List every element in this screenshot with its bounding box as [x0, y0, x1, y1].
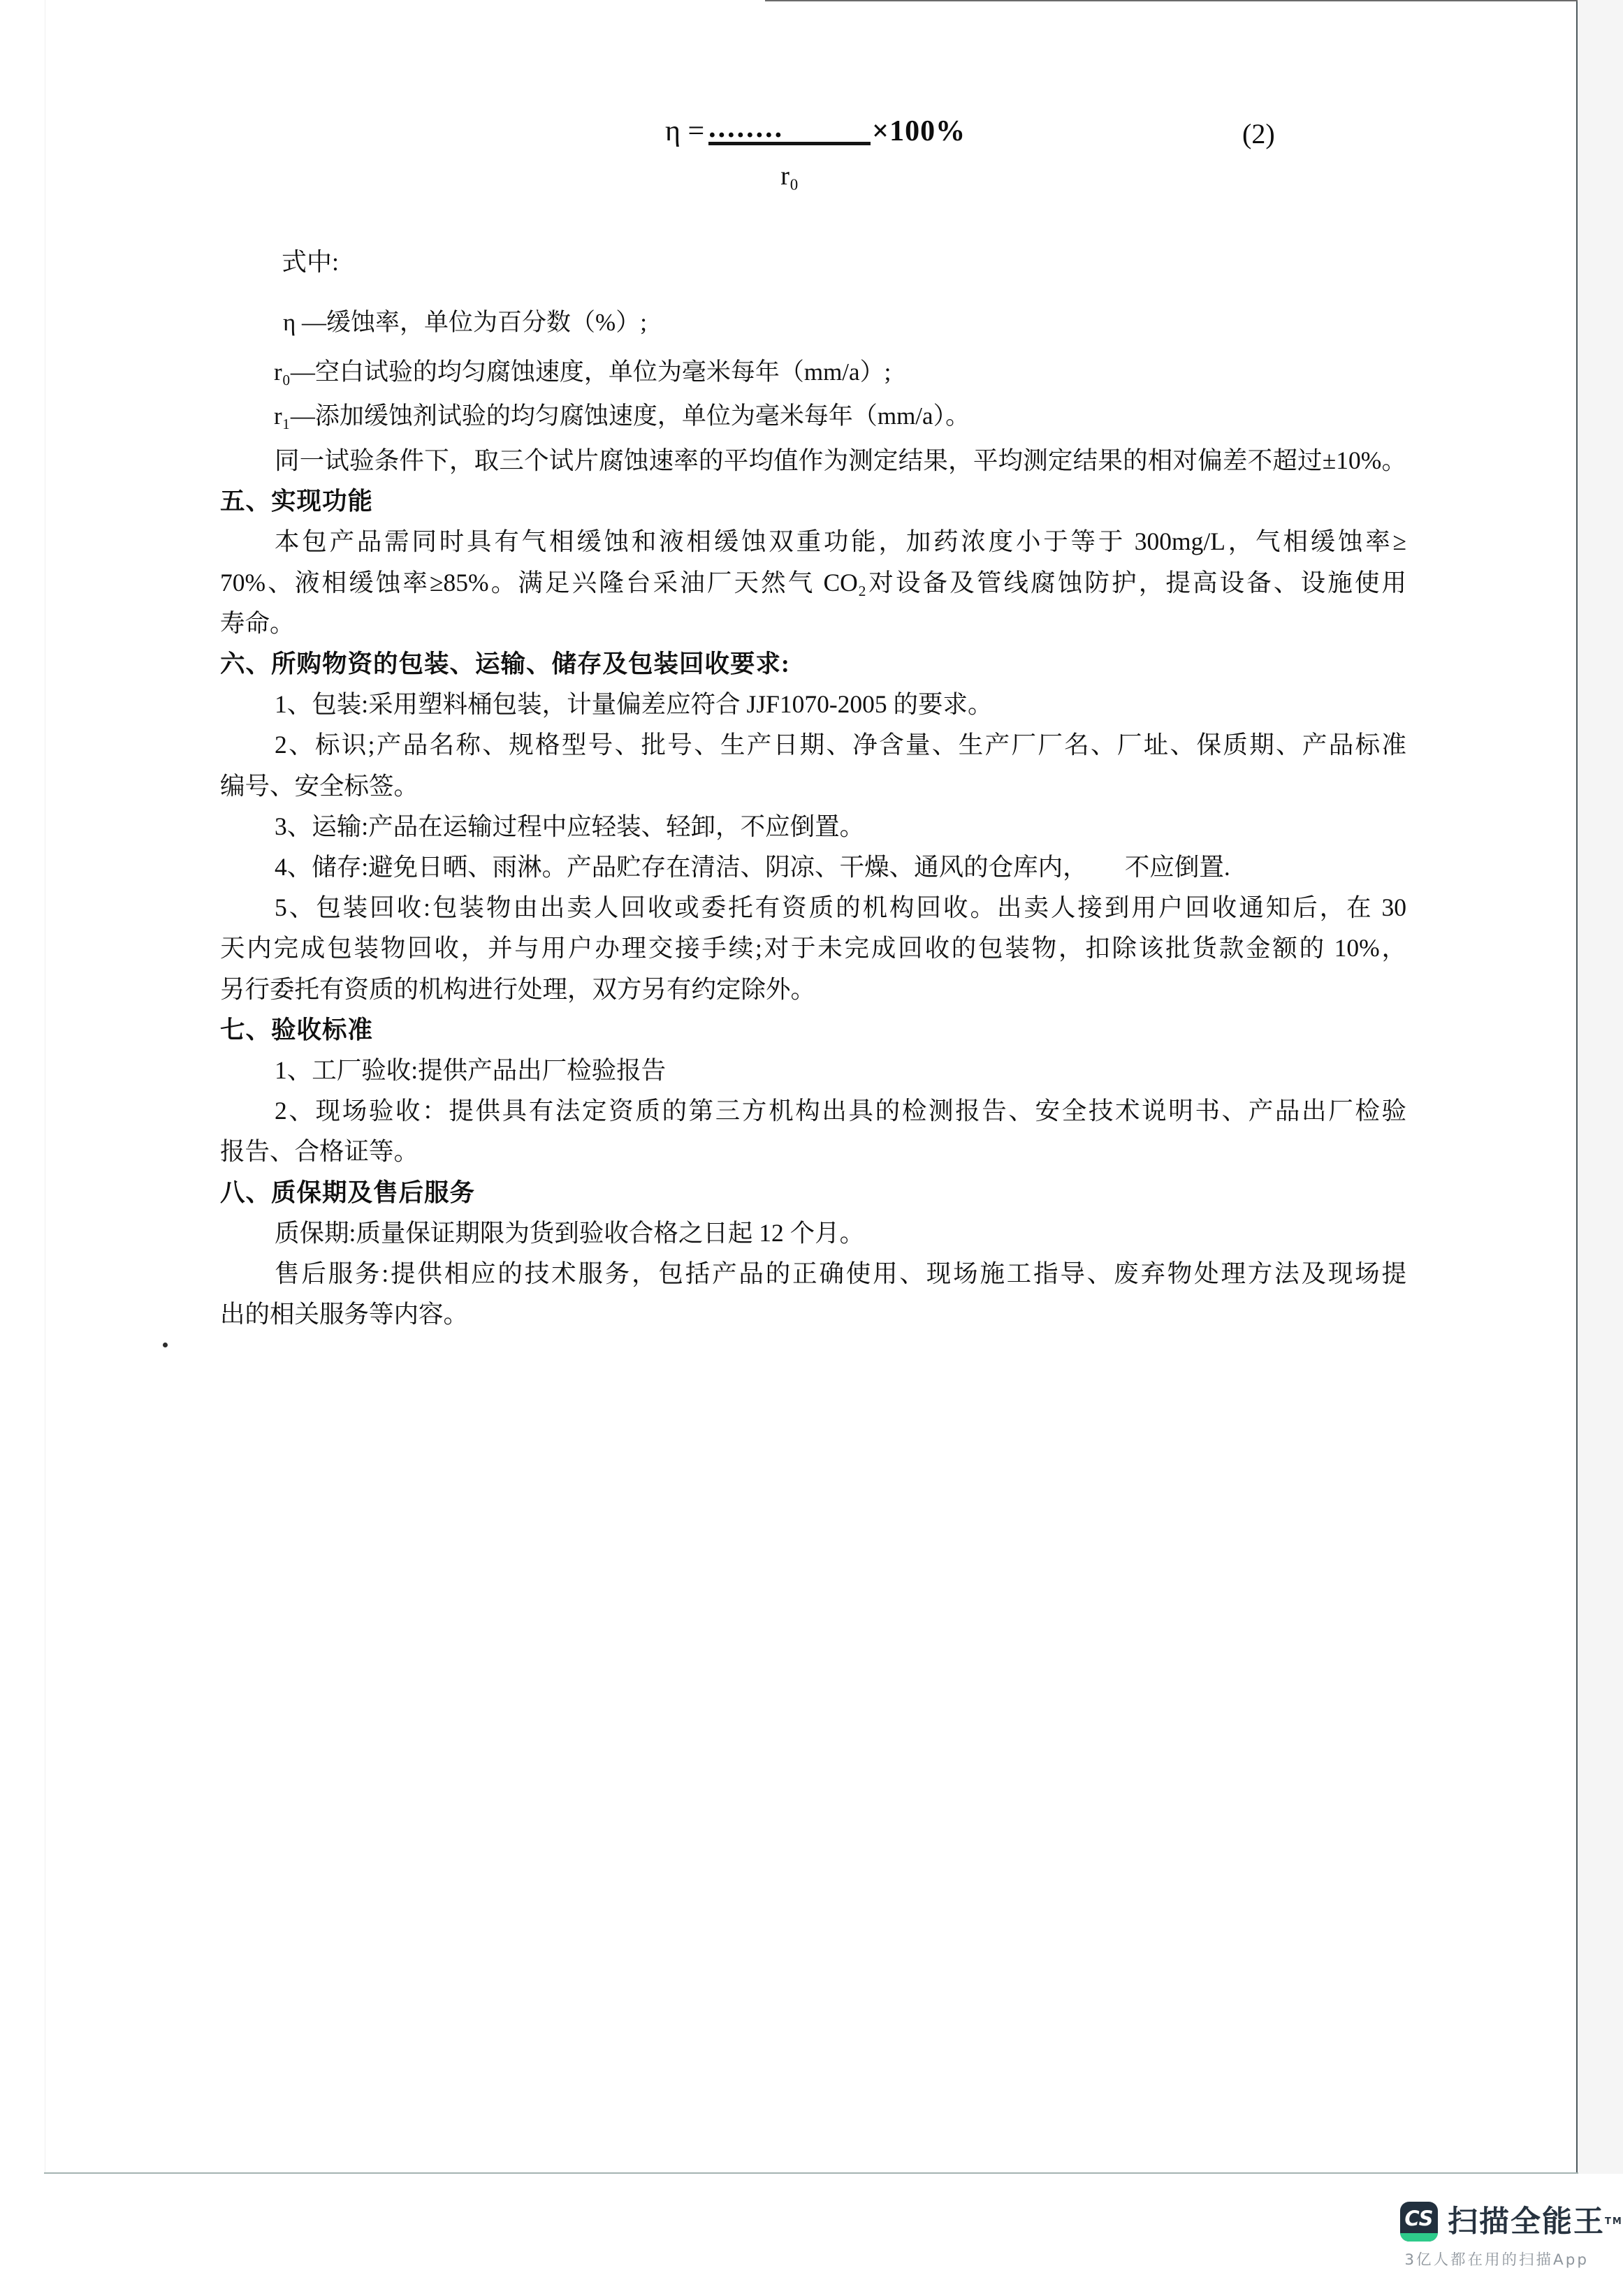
camscanner-watermark: [1400, 2202, 1623, 2269]
equation-denominator: r₀: [780, 161, 799, 191]
equation-lhs: η =: [665, 115, 705, 147]
equation-fraction: [708, 114, 871, 190]
camscanner-logo-icon: [1400, 2202, 1438, 2242]
scan-page-right-edge: [1576, 0, 1578, 2174]
body-line: 本包产品需同时具有气相缓蚀和液相缓蚀双重功能，加药浓度小于等于 300mg/L，气相缓蚀率≥: [275, 527, 1406, 556]
list-item-site-check: 2、现场验收：提供具有法定资质的第三方机构出具的检测报告、安全技术说明书、产品出厂检验: [275, 1097, 1406, 1125]
trademark-symbol: TM: [1605, 2216, 1623, 2227]
equation-numerator-dots: ........: [708, 114, 871, 145]
section-heading-5: 五、实现功能: [220, 487, 374, 515]
camscanner-logo-letters: CS: [1404, 2207, 1434, 2230]
scan-page-bottom-edge: [44, 2172, 1578, 2174]
list-item-labeling: 2、标识;产品名称、规格型号、批号、生产日期、净含量、生产厂厂名、厂址、保质期、产品标准: [275, 731, 1406, 759]
camscanner-app-name-text: 扫描全能王: [1448, 2204, 1605, 2239]
document-body: [220, 440, 1406, 1334]
list-item-transport: 3、运输:产品在运输过程中应轻装、轻卸，不应倒置。: [275, 812, 865, 840]
body-line: 寿命。: [220, 608, 295, 637]
list-item-storage: 4、储存:避免日晒、雨淋。产品贮存在清洁、阴凉、干燥、通风的仓库内， 不应倒置.: [275, 853, 1230, 882]
scan-page-top-edge: [765, 0, 1578, 1]
camscanner-logo-green-strip: [1400, 2233, 1438, 2242]
camscanner-app-name: [1448, 2205, 1623, 2239]
scan-ink-speck: [163, 1343, 168, 1347]
body-line: 编号、安全标签。: [220, 771, 419, 800]
equation: [665, 114, 966, 190]
section-heading-8: 八、质保期及售后服务: [220, 1178, 476, 1206]
body-line: 另行委托有资质的机构进行处理，双方另有约定除外。: [220, 974, 816, 1003]
list-item-factory-check: 1、工厂验收:提供产品出厂检验报告: [275, 1056, 667, 1085]
list-item-packaging: 1、包装:采用塑料桶包装，计量偏差应符合 JJF1070-2005 的要求。: [275, 690, 993, 719]
equation-number: (2): [1242, 118, 1275, 149]
body-line-after-sales: 售后服务:提供相应的技术服务，包括产品的正确使用、现场施工指导、废弃物处理方法及现场提: [275, 1259, 1406, 1288]
where-intro: 式中:: [282, 248, 340, 276]
section-heading-7: 七、验收标准: [220, 1015, 374, 1044]
body-line: 出的相关服务等内容。: [220, 1300, 469, 1329]
camscanner-tagline: 3亿人都在用的扫描App: [1404, 2251, 1589, 2269]
where-item-r0: r₀—空白试验的均匀腐蚀速度，单位为毫米每年（mm/a）;: [274, 358, 891, 386]
scan-right-margin-shade: [1578, 0, 1623, 2174]
equation-multiplier: ×100%: [872, 115, 966, 147]
body-line: 报告、合格证等。: [220, 1137, 419, 1166]
where-item-r1: r₁—添加缓蚀剂试验的均匀腐蚀速度，单位为毫米每年（mm/a）。: [274, 402, 970, 430]
body-line-warranty: 质保期:质量保证期限为货到验收合格之日起 12 个月。: [275, 1218, 865, 1247]
section-heading-6: 六、所购物资的包装、运输、储存及包装回收要求:: [220, 650, 790, 678]
where-item-eta: η —缓蚀率，单位为百分数（%）;: [283, 309, 647, 336]
body-line: 同一试验条件下，取三个试片腐蚀速率的平均值作为测定结果，平均测定结果的相对偏差不超过±10%。: [275, 446, 1406, 474]
body-line: 天内完成包装物回收，并与用户办理交接手续;对于未完成回收的包装物，扣除该批货款金额的 10%，: [220, 934, 1406, 963]
list-item-recycling: 5、包装回收:包装物由出卖人回收或委托有资质的机构回收。出卖人接到用户回收通知后，在 30: [275, 893, 1406, 922]
body-line: 70%、液相缓蚀率≥85%。满足兴隆台采油厂天然气 CO₂对设备及管线腐蚀防护，提高设备、设施使用: [220, 568, 1406, 597]
